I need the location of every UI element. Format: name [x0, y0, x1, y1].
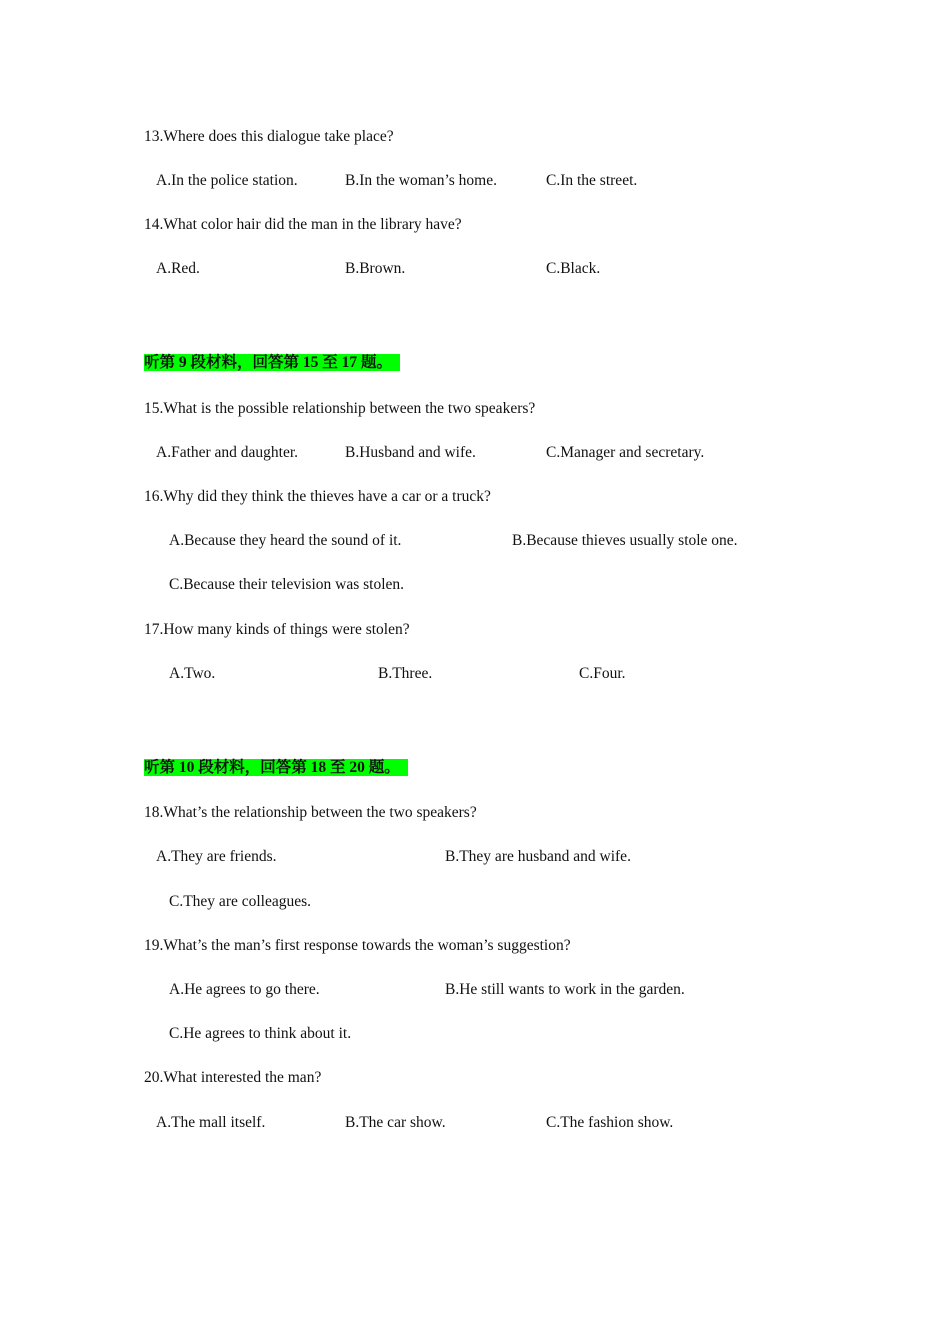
q18-option-a: A.They are friends. — [156, 848, 277, 865]
question-18: 18.What’s the relationship between the two speakers? — [144, 804, 477, 821]
section-9-heading — [144, 353, 400, 373]
q17-option-c: C.Four. — [579, 665, 626, 682]
q15-option-c: C.Manager and secretary. — [546, 444, 705, 461]
q13-option-a: A.In the police station. — [156, 172, 298, 189]
q19-option-c: C.He agrees to think about it. — [169, 1025, 352, 1042]
q16-option-b: B.Because thieves usually stole one. — [512, 532, 738, 549]
q17-option-a: A.Two. — [169, 665, 216, 682]
q20-option-a: A.The mall itself. — [156, 1114, 266, 1131]
q20-option-c: C.The fashion show. — [546, 1114, 674, 1131]
section-10-heading — [144, 758, 408, 778]
q13-option-b: B.In the woman’s home. — [345, 172, 497, 189]
question-17: 17.How many kinds of things were stolen? — [144, 621, 410, 638]
q18-option-b: B.They are husband and wife. — [445, 848, 631, 865]
q20-option-b: B.The car show. — [345, 1114, 446, 1131]
q18-option-c: C.They are colleagues. — [169, 893, 312, 910]
question-19: 19.What’s the man’s first response towards the woman’s suggestion? — [144, 937, 571, 954]
question-13: 13.Where does this dialogue take place? — [144, 128, 394, 145]
question-20: 20.What interested the man? — [144, 1069, 322, 1086]
q19-option-b: B.He still wants to work in the garden. — [445, 981, 685, 998]
question-16: 16.Why did they think the thieves have a car or a truck? — [144, 488, 491, 505]
section-10-heading-text: 听第 10 段材料，回答第 18 至 20 题。 — [144, 759, 408, 776]
section-9-heading-text: 听第 9 段材料，回答第 15 至 17 题。 — [144, 354, 400, 371]
q16-option-c: C.Because their television was stolen. — [169, 576, 405, 593]
q14-option-c: C.Black. — [546, 260, 601, 277]
question-15: 15.What is the possible relationship between the two speakers? — [144, 400, 536, 417]
q15-option-a: A.Father and daughter. — [156, 444, 299, 461]
q15-option-b: B.Husband and wife. — [345, 444, 476, 461]
q14-option-a: A.Red. — [156, 260, 200, 277]
q16-option-a: A.Because they heard the sound of it. — [169, 532, 402, 549]
q14-option-b: B.Brown. — [345, 260, 406, 277]
q19-option-a: A.He agrees to go there. — [169, 981, 320, 998]
question-14: 14.What color hair did the man in the library have? — [144, 216, 462, 233]
q17-option-b: B.Three. — [378, 665, 433, 682]
q13-option-c: C.In the street. — [546, 172, 638, 189]
